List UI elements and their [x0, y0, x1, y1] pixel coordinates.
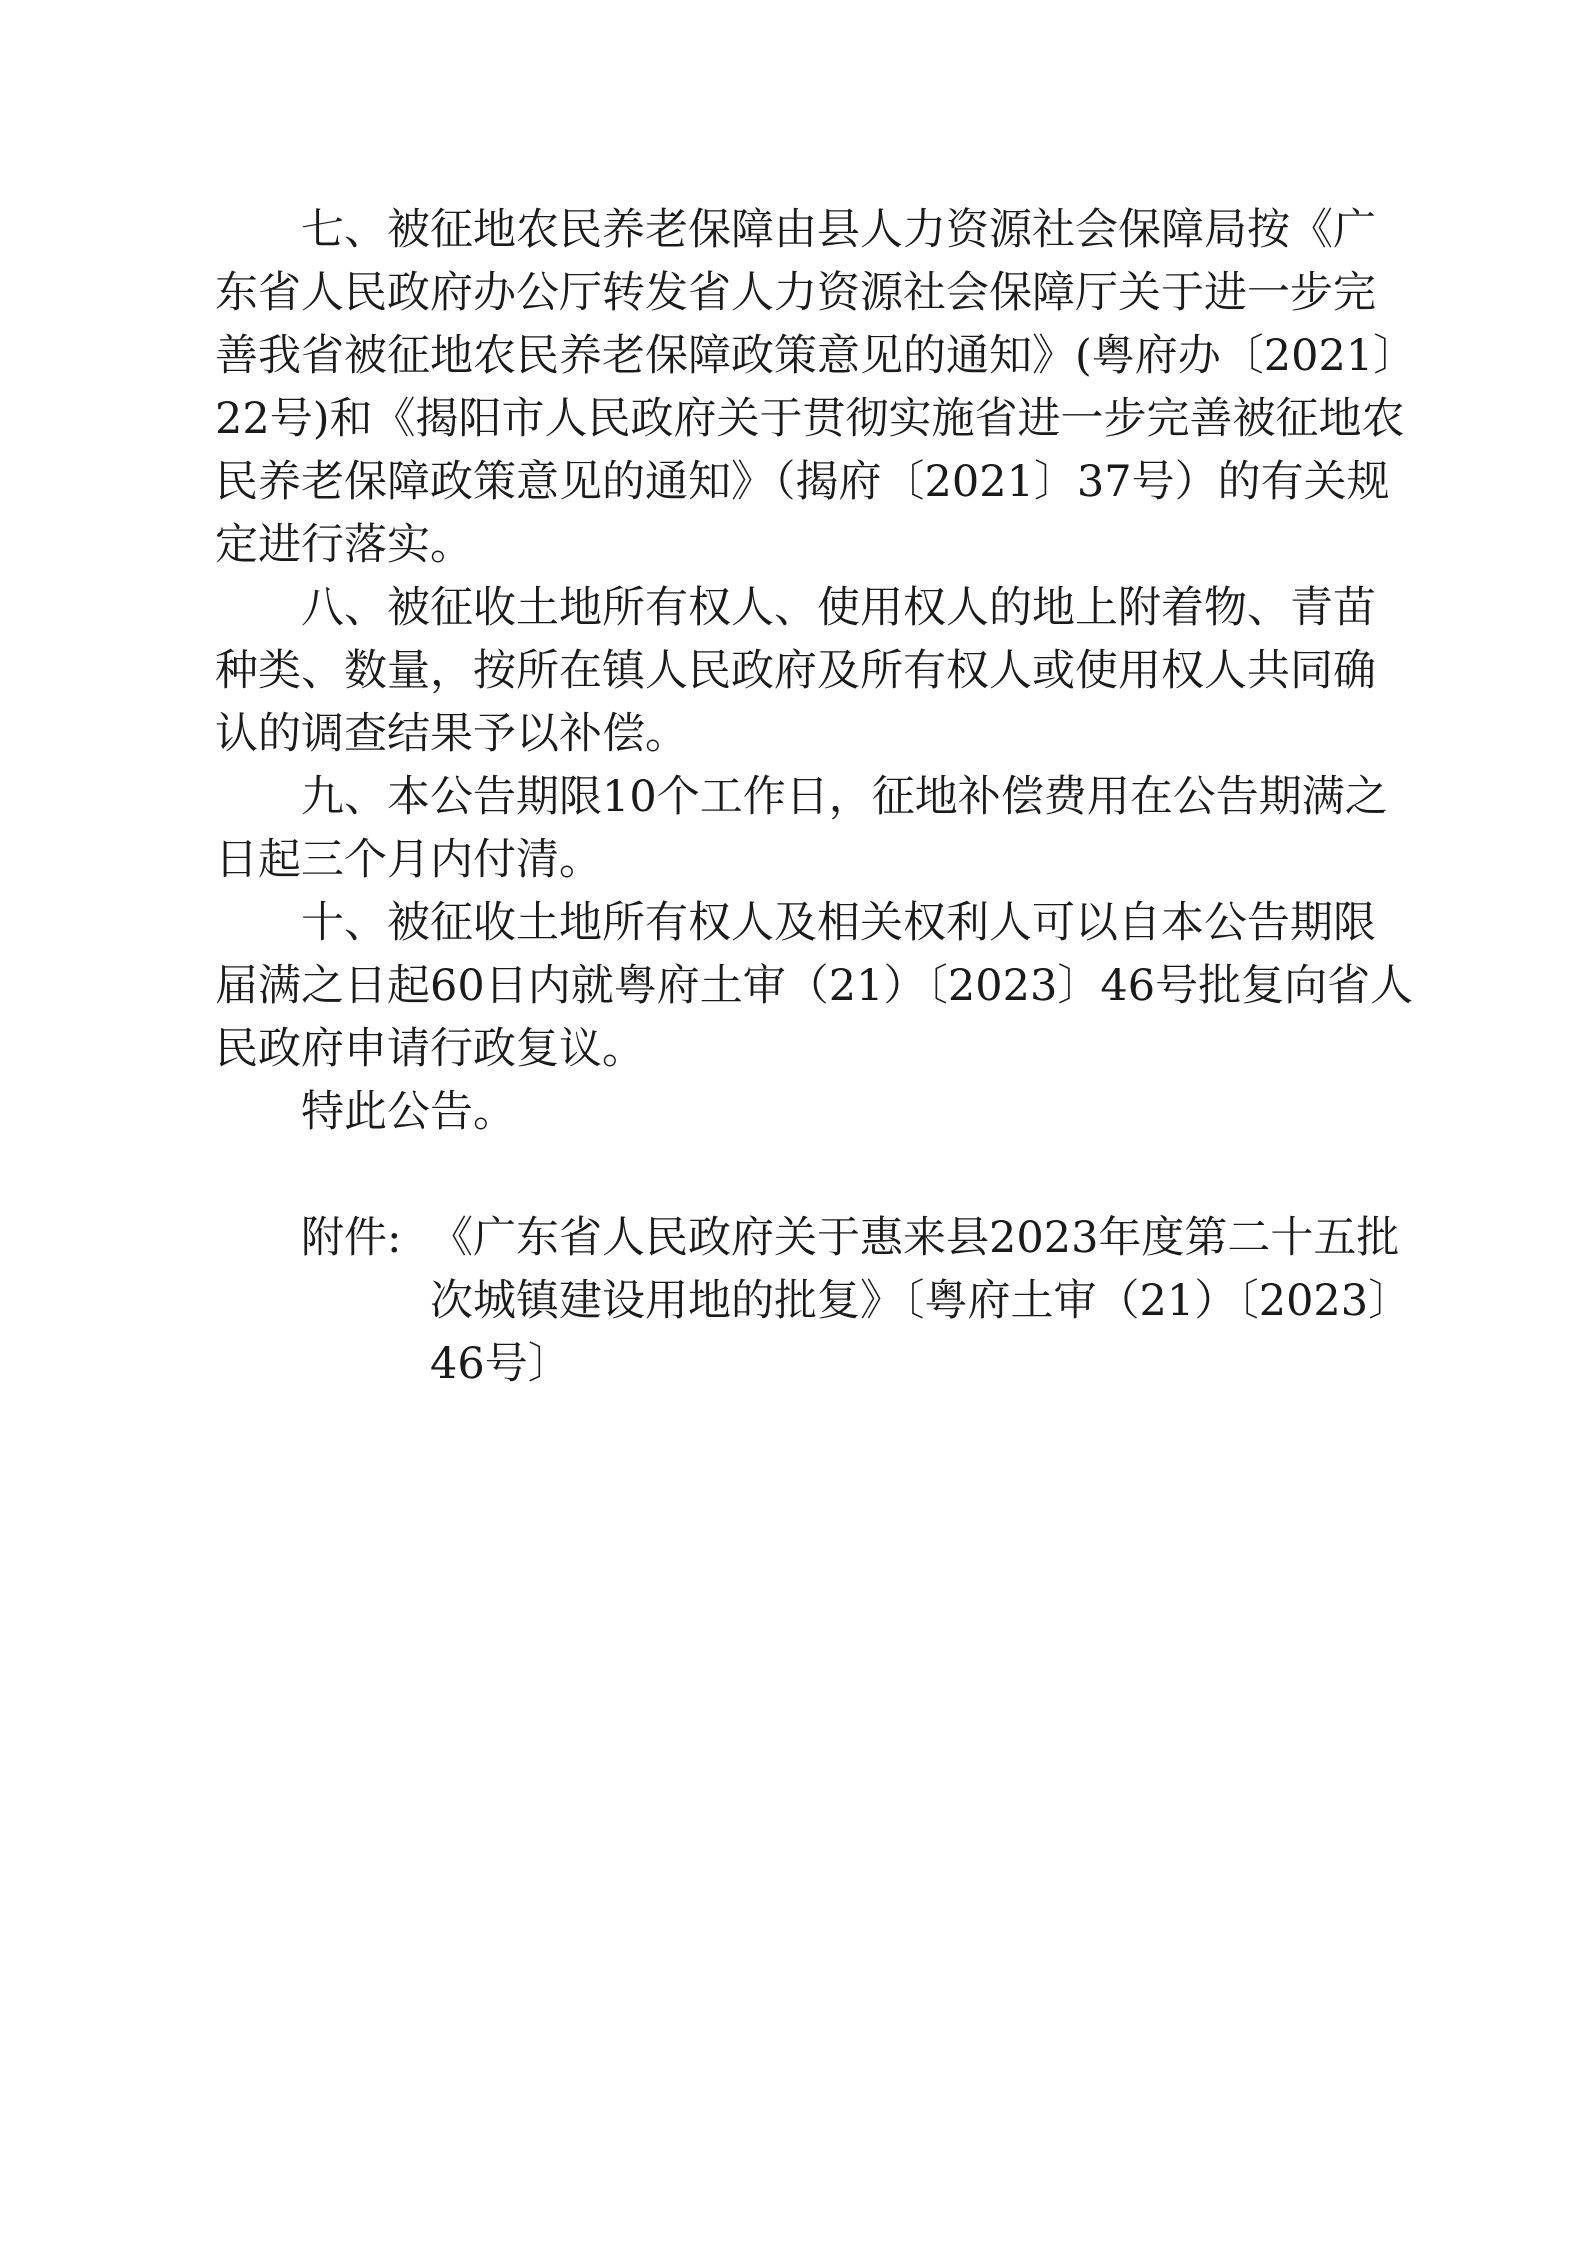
text-line: 22号)和《揭阳市人民政府关于贯彻实施省进一步完善被征地农 [215, 394, 1405, 444]
text-line: 种类、数量，按所在镇人民政府及所有权人或使用权人共同确 [215, 646, 1376, 696]
text-line: 八、被征收土地所有权人、使用权人的地上附着物、青苗 [301, 583, 1376, 633]
attachment-line: 次城镇建设用地的批复》〔粤府土审（21）〔2023〕 [430, 1276, 1412, 1326]
text-line: 民养老保障政策意见的通知》（揭府〔2021〕37号）的有关规 [215, 457, 1390, 507]
text-line: 定进行落实。 [215, 520, 473, 570]
text-line: 届满之日起60日内就粤府土审（21）〔2023〕46号批复向省人 [215, 961, 1414, 1011]
text-line: 善我省被征地农民养老保障政策意见的通知》(粤府办〔2021〕 [215, 331, 1417, 381]
attachment-line: 《广东省人民政府关于惠来县2023年度第二十五批 [430, 1213, 1400, 1263]
text-line: 十、被征收土地所有权人及相关权利人可以自本公告期限 [301, 898, 1376, 948]
closing-text: 特此公告。 [301, 1087, 516, 1137]
text-line: 民政府申请行政复议。 [215, 1024, 645, 1074]
text-line: 九、本公告期限10个工作日，征地补偿费用在公告期满之 [301, 772, 1388, 822]
text-line: 认的调查结果予以补偿。 [215, 709, 688, 759]
text-line: 七、被征地农民养老保障由县人力资源社会保障局按《广 [301, 205, 1376, 255]
attachment-line: 46号〕 [430, 1339, 571, 1389]
attachment-label: 附件: [301, 1213, 402, 1263]
text-line: 东省人民政府办公厅转发省人力资源社会保障厅关于进一步完 [215, 268, 1376, 318]
text-line: 日起三个月内付清。 [215, 835, 602, 885]
